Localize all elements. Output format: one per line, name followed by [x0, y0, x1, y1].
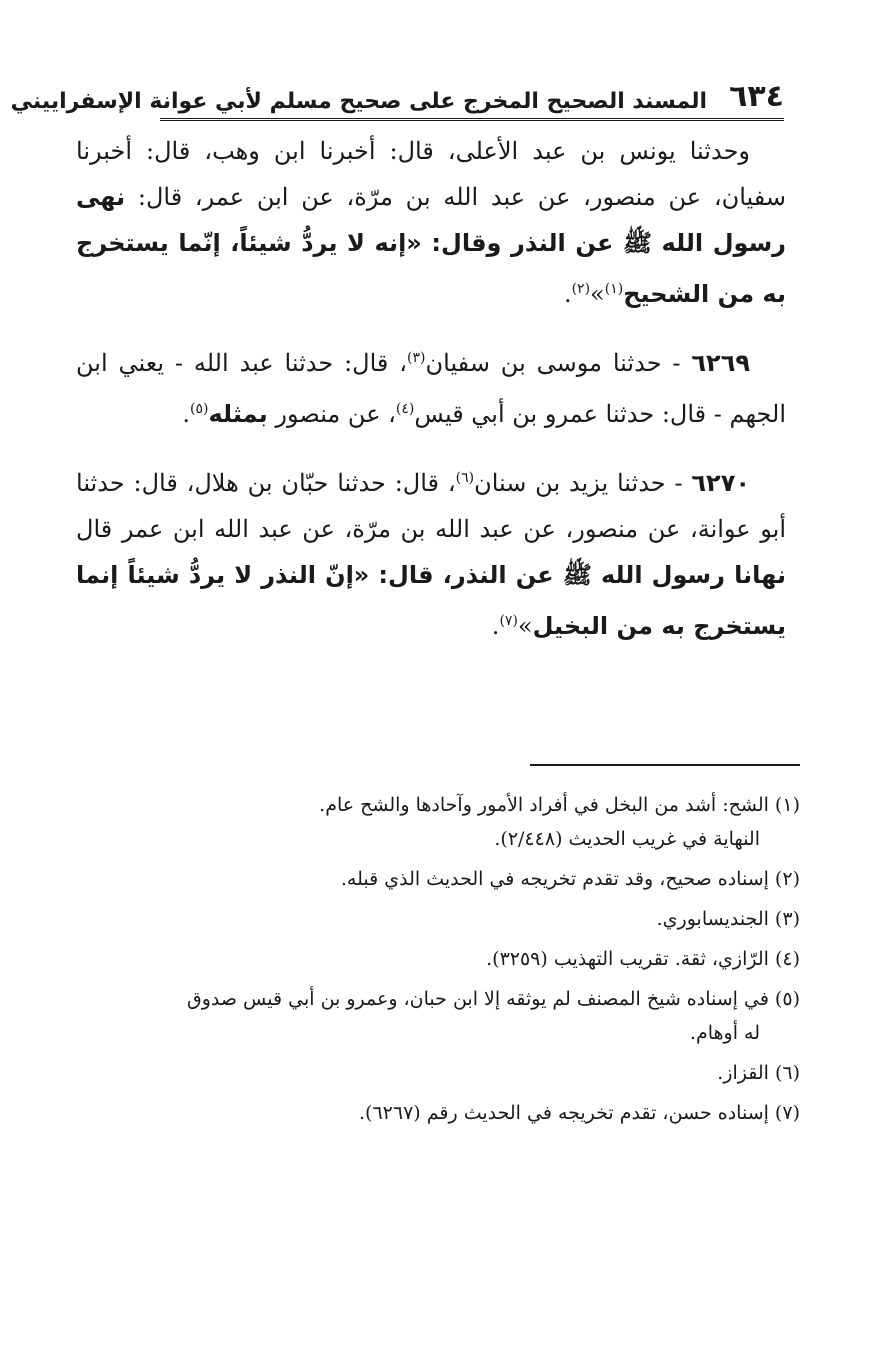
p3-close-quote: » — [517, 612, 533, 640]
p3-text-b: ، قال: حدثنا حبّان بن هلال، قال: حدثنا أبو عوانة، عن منصور، عن عبد الله بن مرّة، عن عبد الله ابن عمر قال — [76, 469, 786, 543]
footnote-ref-5: (٥) — [190, 401, 209, 417]
footnote-1-text: (١) الشح: أشد من البخل في أفراد الأمور وآحادها والشح عام. — [319, 794, 800, 816]
footnotes — [96, 788, 800, 1136]
footnote-5-continuation: له أوهام. — [689, 1022, 760, 1044]
p3-bold-text: نهانا رسول الله ﷺ عن النذر، قال: «إنّ النذر لا يردُّ شيئاً إنما يستخرج به من البخيل — [76, 561, 786, 640]
paragraph-6270 — [76, 455, 786, 649]
footnote-1-source: النهاية في غريب الحديث (٢/٤٤٨). — [494, 828, 760, 850]
footnote-4: (٤) الرّازي، ثقة. تقريب التهذيب (٣٢٥٩). — [486, 948, 800, 970]
page-header — [10, 64, 784, 121]
footnote-1 — [96, 788, 800, 856]
p2-text-a: - حدثنا موسى بن سفيان — [425, 349, 681, 377]
p1-end: . — [563, 280, 572, 308]
p1-close-quote: » — [590, 280, 605, 308]
p3-text-a: - حدثنا يزيد بن سنان — [474, 469, 683, 497]
footnote-ref-2: (٢) — [571, 281, 591, 297]
hadith-number-6269: ٦٢٦٩ — [691, 349, 750, 377]
footnote-ref-3: (٣) — [407, 350, 426, 366]
p2-text-c: ، عن منصور — [275, 400, 396, 428]
p1-bold-text: نهى رسول الله ﷺ عن النذر وقال: «إنه لا يردُّ شيئاً، إنّما يستخرج به من الشحيح — [76, 183, 786, 308]
footnote-6: (٦) القزاز. — [717, 1062, 800, 1084]
footnote-ref-4: (٤) — [395, 401, 415, 417]
footnote-2: (٢) إسناده صحيح، وقد تقدم تخريجه في الحديث الذي قبله. — [340, 868, 800, 890]
paragraph-1 — [76, 128, 786, 317]
footnote-ref-7: (٧) — [499, 613, 518, 629]
footnote-5 — [96, 982, 800, 1050]
footnote-5-text: (٥) في إسناده شيخ المصنف لم يوثقه إلا ابن حبان، وعمرو بن أبي قيس صدوق — [186, 988, 800, 1010]
footnote-ref-6: (٦) — [455, 470, 475, 486]
p2-end: . — [182, 400, 191, 428]
footnote-3: (٣) الجنديسابوري. — [656, 908, 800, 930]
hadith-number-6270: ٦٢٧٠ — [691, 469, 750, 497]
footnote-separator — [530, 764, 800, 766]
p2-text-b: ، قال: حدثنا عبد الله - يعني ابن الجهم - قال: حدثنا عمرو بن أبي قيس — [76, 349, 786, 428]
p3-end: . — [491, 612, 500, 640]
main-text — [76, 128, 786, 667]
p2-bold-text: بمثله — [208, 400, 268, 428]
paragraph-6269 — [76, 335, 786, 437]
p1-text: وحدثنا يونس بن عبد الأعلى، قال: أخبرنا ابن وهب، قال: أخبرنا سفيان، عن منصور، عن عبد الله بن مرّة، عن ابن عمر، قال: — [76, 137, 787, 211]
book-title: المسند الصحيح المخرج على صحيح مسلم لأبي عوانة الإسفراييني — [10, 89, 708, 114]
footnote-ref-1: (١) — [604, 281, 624, 297]
footnote-7: (٧) إسناده حسن، تقدم تخريجه في الحديث رقم (٦٢٦٧). — [359, 1102, 800, 1124]
page-number: ٦٣٤ — [729, 79, 784, 114]
